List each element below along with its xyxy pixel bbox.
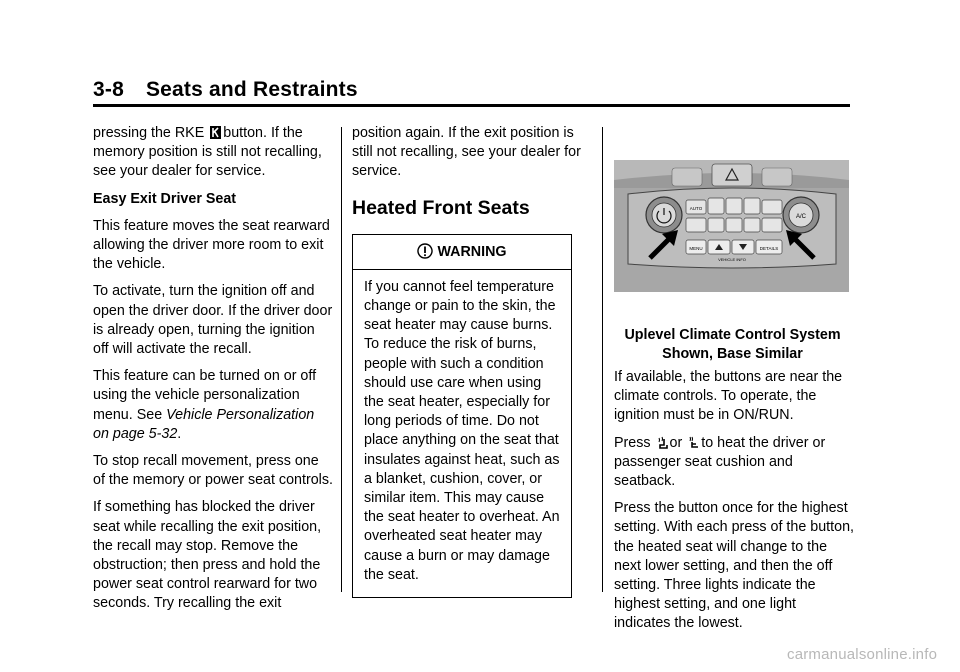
page-header	[93, 78, 358, 102]
watermark: carmanualsonline.info	[787, 646, 938, 663]
driver-heated-seat-icon	[657, 436, 668, 449]
paragraph-text: pressing the RKE	[93, 125, 205, 141]
section-heading: Heated Front Seats	[352, 196, 530, 219]
column-3	[614, 368, 854, 642]
passenger-heated-seat-icon	[688, 436, 699, 449]
paragraph-text: This feature can be turned on or off using the vehicle personalization menu. See	[93, 368, 317, 423]
warning-label: WARNING	[437, 243, 507, 260]
cross-reference-link[interactable]: Vehicle Personalization on page 5-32	[93, 406, 315, 442]
details-label: DETAILS	[759, 246, 779, 251]
paragraph: To stop recall movement, press one of the memory or power seat controls.	[93, 453, 333, 489]
warning-header	[353, 235, 571, 270]
paragraph-text: button. If the memory position is still not recalling, see your dealer for service.	[93, 125, 322, 180]
column-1	[93, 124, 333, 622]
section-title: Seats and Restraints	[145, 78, 358, 101]
paragraph-text: Press	[614, 434, 651, 451]
paragraph: If available, the buttons are near the climate controls. To operate, the ignition must be in ON/RUN.	[614, 369, 843, 424]
column-2	[352, 124, 592, 598]
paragraph: position again. If the exit position is still not recalling, see your dealer for service.	[352, 125, 581, 180]
rke-unlock-icon	[210, 126, 221, 139]
column-divider	[602, 127, 603, 592]
figure-caption: Uplevel Climate Control System Shown, Base Similar	[624, 327, 841, 363]
warning-box	[352, 234, 572, 598]
subheading-easy-exit: Easy Exit Driver Seat	[93, 190, 237, 207]
menu-label: MENU	[689, 246, 703, 251]
paragraph	[93, 367, 333, 444]
paragraph-text: to heat the driver or passenger seat cushion and seatback.	[614, 434, 826, 490]
auto-label: AUTO	[689, 206, 703, 211]
page-number: 3-8	[93, 78, 124, 101]
paragraph: Press the button once for the highest setting. With each press of the button, the heated seat will change to the next lower setting, and then the off setting. Three lights indicate the highest setting, and one light indicates the lowest.	[614, 500, 855, 632]
column-divider	[341, 127, 342, 592]
paragraph-text: .	[177, 425, 182, 442]
warning-icon	[417, 243, 433, 259]
paragraph: If something has blocked the driver seat while recalling the exit position, the recall may stop. Remove the obstruction; then press and hold the power seat control rearward for two seconds. Try recalling the exit	[93, 499, 322, 612]
warning-text: If you cannot feel temperature change or pain to the skin, the seat heater may cause burns. To reduce the risk of burns, people with such a condition should use care when using the seat heater, especially for long periods of time. Do not place anything on the seat that insulates against heat, such as a blanket, cushion, cover, or similar item. This may cause the seat heater to overheat. An overheated seat heater may cause a burn or may damage the seat.	[364, 278, 560, 583]
header-rule	[93, 104, 850, 107]
paragraph-text: or	[669, 434, 683, 451]
climate-control-figure	[614, 160, 849, 292]
paragraph: This feature moves the seat rearward allowing the driver more room to exit the vehicle.	[93, 217, 330, 273]
ac-label: A/C	[795, 214, 807, 220]
paragraph	[614, 434, 854, 492]
paragraph	[93, 124, 333, 182]
vehicle-info-label: VEHICLE INFO	[718, 257, 746, 262]
paragraph: To activate, turn the ignition off and open the driver door. If the driver door is already open, turning the ignition off will activate the recall.	[93, 283, 333, 358]
